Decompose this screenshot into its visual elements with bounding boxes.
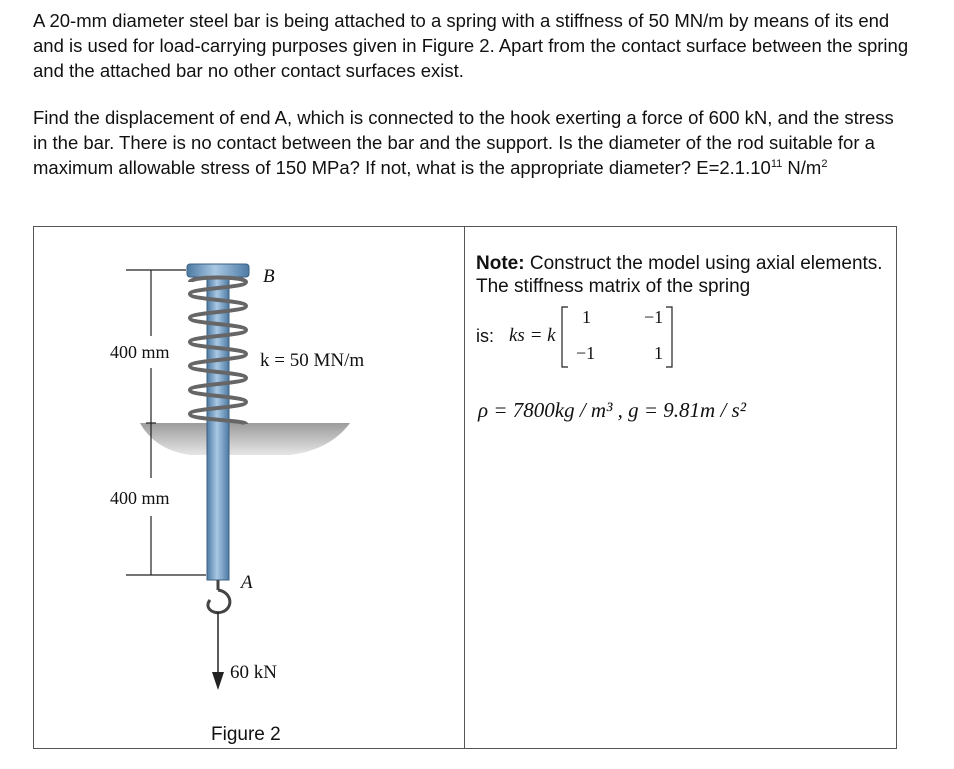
ground-support xyxy=(140,423,350,455)
density-gravity-formula: ρ = 7800kg / m³ , g = 9.81m / s² xyxy=(478,398,747,422)
frame-left-line xyxy=(33,226,34,749)
label-B: B xyxy=(263,266,275,287)
dimension-upper-label: 400 mm xyxy=(110,342,170,362)
matrix-cell-2-1: −1 xyxy=(576,343,596,363)
note-text xyxy=(476,252,896,298)
frame-divider-line xyxy=(464,226,465,749)
dimension-lower-label: 400 mm xyxy=(110,488,170,508)
matrix-cell-2-2: 1 xyxy=(654,343,663,363)
label-A: A xyxy=(241,572,253,593)
matrix-cell-1-2: −1 xyxy=(644,307,664,327)
modulus-exponent: 11 xyxy=(770,158,783,170)
problem-paragraph-2-text: Find the displacement of end A, which is connected to the hook exerting a force of 600 kN, and the stress in the bar. There is no contact between the bar and the support. Is the diameter of the rod suitable for a maximum allowable stress of 150 MPa? If not, what is the appropriate diameter? E=2.1.10 xyxy=(33,107,894,178)
spring-coils xyxy=(190,278,246,425)
force-label: 60 kN xyxy=(230,662,277,683)
hook xyxy=(208,580,230,613)
note-heading: Note: xyxy=(476,253,525,274)
figure-caption: Figure 2 xyxy=(211,724,281,745)
modulus-unit-exponent: 2 xyxy=(821,158,828,170)
problem-paragraph-1: A 20-mm diameter steel bar is being attached to a spring with a stiffness of 50 MN/m by means of its end and is used for load-carrying purposes given in Figure 2. Apart from the contact surface between the spring and the attached bar no other contact surfaces exist. xyxy=(33,10,909,81)
problem-paragraph-2 xyxy=(33,105,913,180)
modulus-unit: N/m xyxy=(782,157,822,178)
force-arrow-head xyxy=(212,672,224,690)
matrix-is-label: is: xyxy=(476,326,494,346)
dimension-lines xyxy=(126,270,206,575)
note-body: Construct the model using axial elements. The stiffness matrix of the spring xyxy=(476,253,883,297)
bar-end-plate xyxy=(187,264,249,277)
frame-right-line xyxy=(896,226,897,749)
steel-bar xyxy=(207,264,229,580)
matrix-cell-1-1: 1 xyxy=(582,307,591,327)
spring-stiffness-label: k = 50 MN/m xyxy=(260,350,365,371)
matrix-ks-expression: ks = k xyxy=(509,325,556,346)
